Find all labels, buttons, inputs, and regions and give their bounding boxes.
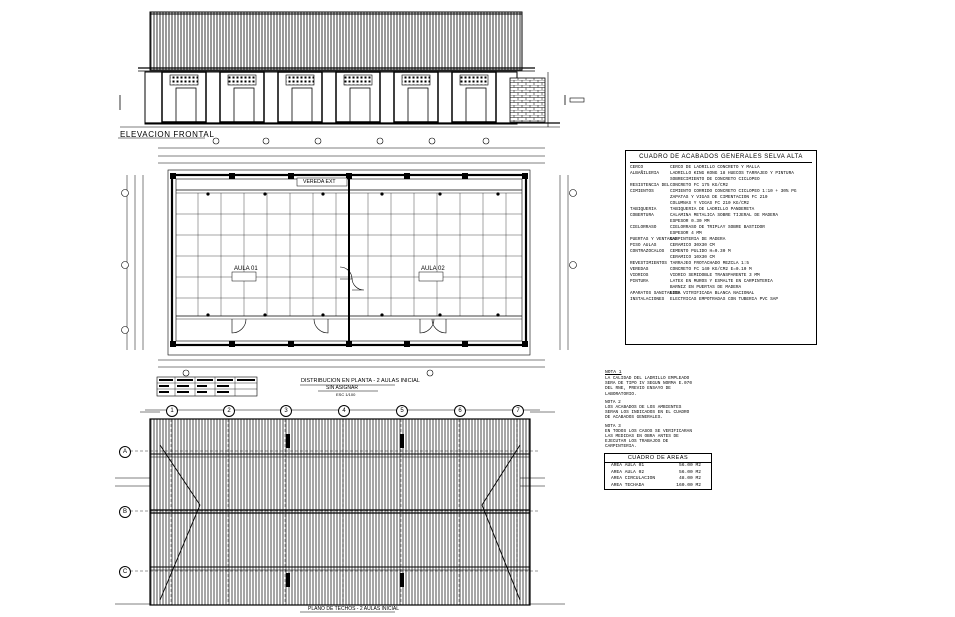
- finishes-row-key: CERCO: [630, 165, 644, 170]
- roof-col-axis: 6: [454, 405, 466, 417]
- areas-row-key: AREA CIRCULACION: [611, 476, 656, 481]
- finishes-table: [625, 150, 817, 345]
- areas-row-key: AREA AULA 01: [611, 463, 645, 468]
- finishes-row-key: ALBAÑILERIA: [630, 171, 659, 176]
- roof-col-axis: 3: [280, 405, 292, 417]
- finishes-row-value: COLUMNAS Y VIGAS FC 210 KG/CM2: [670, 201, 750, 206]
- notes-paragraphs: [605, 376, 697, 450]
- plan-title: DISTRIBUCION EN PLANTA - 2 AULAS INICIAL: [301, 378, 420, 384]
- finishes-row-value: CIELORRASO DE TRIPLAY SOBRE BASTIDOR: [670, 225, 765, 230]
- finishes-row-value: ZAPATAS Y VIGAS DE CIMENTACION FC 210: [670, 195, 768, 200]
- finishes-row: [630, 297, 812, 303]
- finishes-row-value: LADRILLO KING KONG 18 HUECOS TARRAJEO Y PINTURA: [670, 171, 794, 176]
- finishes-row-value: CEMENTO PULIDO H=0.30 M: [670, 249, 731, 254]
- note-paragraph: NOTA 3 EN TODOS LOS CASOS SE VERIFICARAN LAS MEDIDAS EN OBRA ANTES DE EJECUTAR LOS TRABAJOS DE CARPINTERIA.: [605, 423, 692, 450]
- roof-title: PLANO DE TECHOS - 2 AULAS INICIAL: [308, 606, 400, 612]
- areas-row-key: AREA AULA 02: [611, 469, 645, 475]
- finishes-row-key: CONTRAZOCALOS: [630, 249, 665, 254]
- finishes-row-value: CERCO DE LADRILLO CONCRETO Y MALLA: [670, 165, 760, 170]
- areas-row-value: 56.00 M2: [678, 463, 701, 468]
- roof-row-axis: A: [119, 446, 131, 458]
- finishes-row-value: CALAMINA METALICA SOBRE TIJERAL DE MADERA: [670, 213, 779, 218]
- finishes-row-value: BARNIZ EN PUERTAS DE MADERA: [670, 285, 742, 290]
- finishes-row-value: CIMIENTO CORRIDO CONCRETO CICLOPEO 1:10 + 30% PG: [670, 189, 797, 194]
- roof-col-axis: 1: [166, 405, 178, 417]
- finishes-row-value: LOSA VITRIFICADA BLANCA NACIONAL: [670, 291, 755, 296]
- elevation-title: ELEVACION FRONTAL: [120, 130, 215, 139]
- finishes-row-value: CONCRETO FC 175 KG/CM2: [670, 183, 728, 188]
- finishes-row-key: VIDRIOS: [630, 273, 649, 278]
- areas-rows: [605, 463, 711, 489]
- front-elevation: [118, 12, 584, 138]
- areas-table-title: CUADRO DE AREAS: [605, 454, 711, 463]
- note-paragraph: NOTA 2 LOS ACABADOS DE LOS AMBIENTES SERAN LOS INDICADOS EN EL CUADRO DE ACABADOS GENERALES.: [605, 399, 690, 421]
- finishes-row-key: CIMIENTOS: [630, 189, 654, 194]
- roof-row-axis: C: [119, 566, 131, 578]
- finishes-row-key: REVESTIMIENTOS: [630, 261, 667, 266]
- finishes-row-value: SOBRECIMIENTO DE CONCRETO CICLOPEO: [670, 177, 760, 182]
- finishes-rows: [630, 165, 812, 303]
- areas-table: [604, 453, 712, 490]
- notes-block: [605, 370, 697, 450]
- roof-row-axis: B: [119, 506, 131, 518]
- plan-room-label-top: VEREDA EXT: [303, 179, 336, 185]
- areas-row-value: 56.00 M2: [678, 469, 701, 475]
- finishes-row-value: ESPESOR 0.30 MM: [670, 219, 710, 224]
- roof-col-axis: 2: [223, 405, 235, 417]
- finishes-row-value: TARRAJEO FROTACHADO MEZCLA 1:5: [670, 261, 750, 266]
- finishes-row-value: CARPINTERIA DE MADERA: [670, 237, 726, 242]
- areas-row-value: 160.00 M2: [676, 482, 701, 488]
- finishes-row-key: VEREDAS: [630, 267, 649, 272]
- finishes-row-value: ELECTRICAS EMPOTRADAS CON TUBERIA PVC SAP: [670, 297, 779, 302]
- finishes-row-key: INSTALACIONES: [630, 297, 665, 302]
- finishes-row-key: RESISTENCIA DEL: [630, 183, 670, 188]
- finishes-row-key: CIELORRASO: [630, 225, 657, 230]
- roof-col-axis: 5: [396, 405, 408, 417]
- roof-col-axis: 7: [512, 405, 524, 417]
- finishes-row-key: PISO AULAS: [630, 243, 657, 248]
- note-paragraph: LA CALIDAD DEL LADRILLO EMPLEADO SERA DE TIPO IV SEGUN NORMA E.070 DEL RNE, PREVIO ENSAYO DE LABORATORIO.: [605, 376, 692, 397]
- plan-aula-right-label: AULA 02: [421, 266, 445, 272]
- finishes-row-key: COBERTURA: [630, 213, 654, 218]
- finishes-row-value: LATEX EN MUROS Y ESMALTE EN CARPINTERIA: [670, 279, 773, 284]
- finishes-row-value: VIDRIO SEMIDOBLE TRANSPARENTE 3 MM: [670, 273, 760, 278]
- finishes-row-key: TABIQUERIA: [630, 207, 657, 212]
- finishes-row-value: CERAMICO 30X30 CM: [670, 243, 715, 248]
- areas-row: [605, 483, 711, 490]
- finishes-row-value: ESPESOR 4 MM: [670, 231, 702, 236]
- finishes-row-key: PINTURA: [630, 279, 649, 284]
- plan-aula-left-label: AULA 01: [234, 266, 258, 272]
- plan-scale: ESC 1/100: [336, 392, 356, 397]
- floor-plan: [122, 138, 577, 396]
- finishes-row-value: CERAMICO 10X30 CM: [670, 255, 715, 260]
- notes-title: NOTA 1: [605, 370, 622, 375]
- finishes-table-title: CUADRO DE ACABADOS GENERALES SELVA ALTA: [630, 153, 812, 163]
- finishes-row-key: APARATOS SANITARIOS: [630, 291, 681, 296]
- roof-plan: [115, 410, 565, 612]
- finishes-row-value: TABIQUERIA DE LADRILLO PANDERETA: [670, 207, 755, 212]
- areas-row-key: AREA TECHADA: [611, 482, 645, 488]
- areas-row-value: 48.00 M2: [678, 476, 701, 481]
- roof-col-axis: 4: [338, 405, 350, 417]
- finishes-row-value: CONCRETO FC 140 KG/CM2 E=0.10 M: [670, 267, 752, 272]
- finishes-row-key: PUERTAS Y VENTANAS: [630, 237, 678, 242]
- plan-subtitle: SIN ASIGNAR: [326, 385, 358, 391]
